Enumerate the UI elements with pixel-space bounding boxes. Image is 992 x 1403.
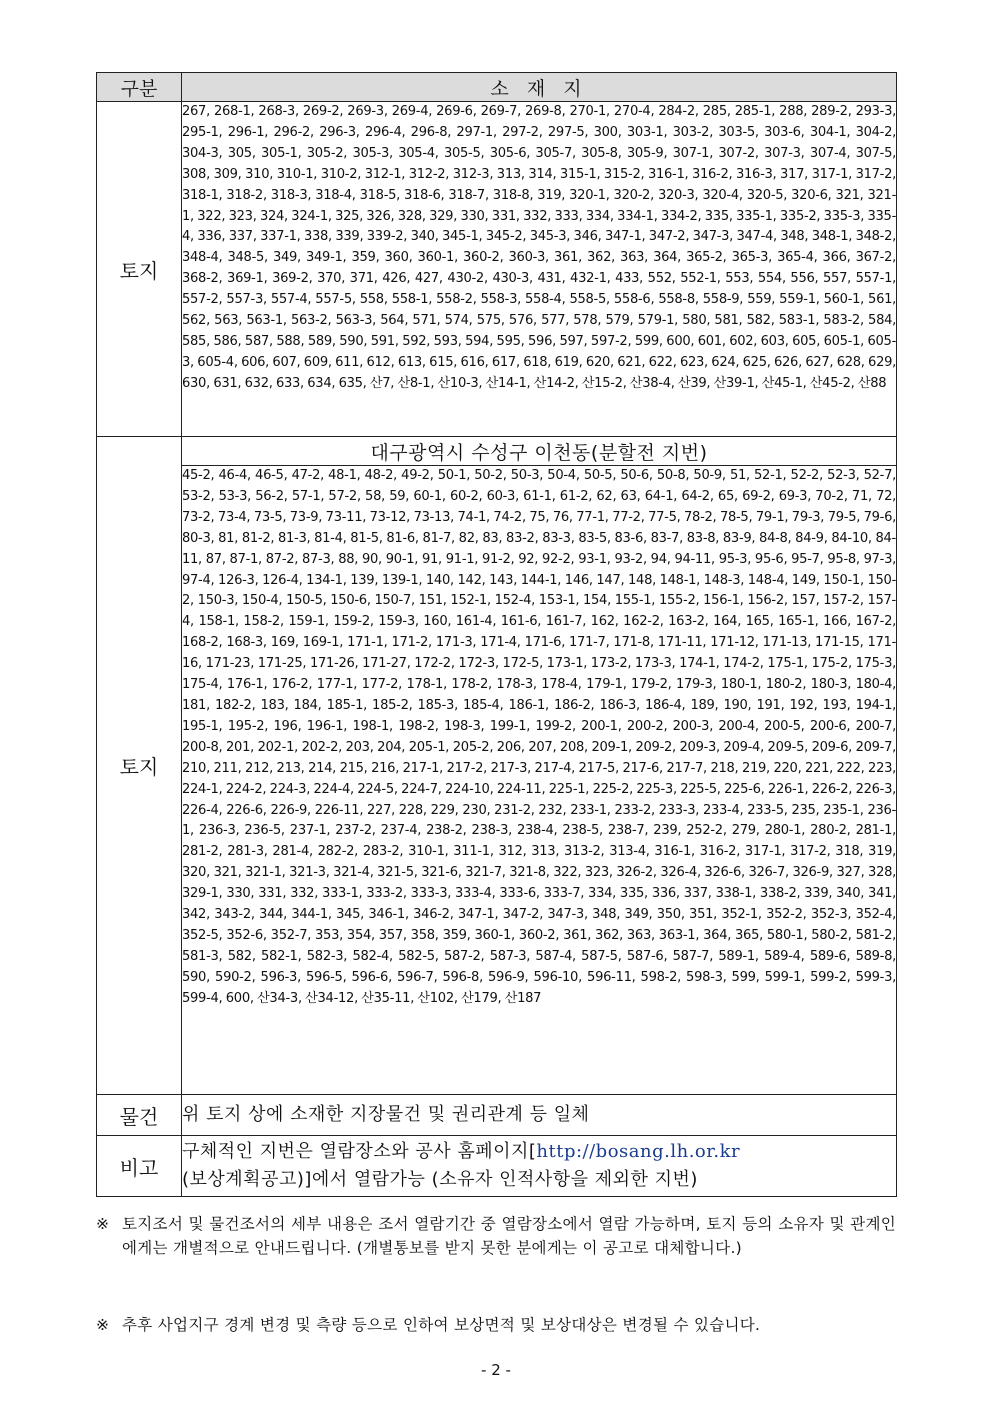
- section2-label: 토지: [97, 437, 182, 1095]
- homepage-link[interactable]: http://bosang.lh.or.kr: [536, 1141, 741, 1162]
- header-category: 구분: [97, 73, 182, 102]
- note-text: 토지조서 및 물건조서의 세부 내용은 조서 열람기간 중 열람장소에서 열람 가능하며, 토지 등의 소유자 및 관계인에게는 개별적으로 안내드립니다. (개별통보를 받지 못한 분에게는 이 공고로 대체합니다.): [122, 1215, 896, 1257]
- page-number: - 2 -: [481, 1361, 511, 1379]
- header-location: 소 재 지: [182, 73, 897, 102]
- note-mark: ※: [96, 1215, 110, 1233]
- goods-label: 물건: [97, 1095, 182, 1136]
- section2-parcels: 45-2, 46-4, 46-5, 47-2, 48-1, 48-2, 49-2, 50-1, 50-2, 50-3, 50-4, 50-5, 50-6, 50-8, 50-9, 51, 52-1, 52-2, 52-3, 52-7, 53-2, 53-3, 56-2, 57-1, 57-2, 58, 59, 60-1, 60-2, 60-3, 61-1, 61-2, 62, 63, 64-1, 64-2, 65, 69-2, 69-3, 70-2, 71, 72, 73-2, 73-4, 73-5, 73-9, 73-11, 73-12, 73-13, 74-1, 74-2, 75, 76, 77-1, 77-2, 77-5, 78-2, 78-5, 79-1, 79-3, 79-5, 79-6, 80-3, 81, 81-2, 81-3, 81-4, 81-5, 81-6, 81-7, 82, 83, 83-2, 83-3, 83-5, 83-6, 83-7, 83-8, 83-9, 84-8, 84-9, 84-10, 84-11, 87, 87-1, 87-2, 87-3, 88, 90, 90-1, 91, 91-1, 91-2, 92, 92-2, 93-1, 93-2, 94, 94-11, 95-3, 95-6, 95-7, 95-8, 97-3, 97-4, 126-3, 126-4, 134-1, 139, 139-1, 140, 142, 143, 144-1, 146, 147, 148, 148-1, 148-3, 148-4, 149, 150-1, 150-2, 150-3, 150-4, 150-5, 150-6, 150-7, 151, 152-1, 152-4, 153-1, 154, 155-1, 155-2, 156-1, 156-2, 157, 157-2, 157-4, 158-1, 158-2, 159-1, 159-2, 159-3, 160, 161-4, 161-6, 161-7, 162, 162-2, 163-2, 164, 165, 165-1, 166, 167-2, 168-2, 168-3, 169, 169-1, 171-1, 171-2, 171-3, 171-4, 171-6, 171-7, 171-8, 171-11, 171-12, 171-13, 171-15, 171-16, 171-23, 171-25, 171-26, 171-27, 172-2, 172-3, 172-5, 173-1, 173-2, 173-3, 174-1, 174-2, 175-1, 175-2, 175-3, 175-4, 176-1, 176-2, 177-1, 177-2, 178-1, 178-2, 178-3, 178-4, 179-1, 179-2, 179-3, 180-1, 180-2, 180-3, 180-4, 181, 182-2, 183, 184, 185-1, 185-2, 185-3, 185-4, 186-1, 186-2, 186-3, 186-4, 189, 190, 191, 192, 193, 194-1, 195-1, 195-2, 196, 196-1, 198-1, 198-2, 198-3, 199-1, 199-2, 200-1, 200-2, 200-3, 200-4, 200-5, 200-6, 200-7, 200-8, 201, 202-1, 202-2, 203, 204, 205-1, 205-2, 206, 207, 208, 209-1, 209-2, 209-3, 209-4, 209-5, 209-6, 209-7, 210, 211, 212, 213, 214, 215, 216, 217-1, 217-2, 217-3, 217-4, 217-5, 217-6, 217-7, 218, 219, 220, 221, 222, 223, 224-1, 224-2, 224-3, 224-4, 224-5, 224-7, 224-10, 224-11, 225-1, 225-2, 225-3, 225-5, 225-6, 226-1, 226-2, 226-3, 226-4, 226-6, 226-9, 226-11, 227, 228, 229, 230, 231-2, 232, 233-1, 233-2, 233-3, 233-4, 233-5, 235, 235-1, 236-1, 236-3, 236-5, 237-1, 237-2, 237-4, 238-2, 238-3, 238-4, 238-5, 238-7, 239, 252-2, 279, 280-1, 280-2, 281-1, 281-2, 281-3, 281-4, 282-2, 283-2, 310-1, 311-1, 312, 313, 313-2, 313-4, 316-1, 316-2, 317-1, 317-2, 318, 319, 320, 321, 321-1, 321-3, 321-4, 321-5, 321-6, 321-7, 321-8, 322, 323, 326-2, 326-4, 326-6, 326-7, 326-9, 327, 328, 329-1, 330, 331, 332, 333-1, 333-2, 333-3, 333-4, 333-6, 333-7, 334, 335, 336, 337, 338-1, 338-2, 339, 340, 341, 342, 343-2, 344, 344-1, 345, 346-1, 346-2, 347-1, 347-2, 347-3, 348, 349, 350, 351, 352-1, 352-2, 352-3, 352-4, 352-5, 352-6, 352-7, 353, 354, 357, 358, 359, 360-1, 360-2, 361, 362, 363, 363-1, 364, 365, 580-1, 580-2, 581-2, 581-3, 582, 582-1, 582-3, 582-4, 582-5, 587-2, 587-3, 587-4, 587-5, 587-6, 587-7, 589-1, 589-4, 589-6, 589-8, 590, 590-2, 596-3, 596-5, 596-6, 596-7, 596-8, 596-9, 596-10, 596-11, 598-2, 598-3, 599, 599-1, 599-2, 599-3, 599-4, 600, 산34-3, 산34-12, 산35-11, 산102, 산179, 산187: [182, 466, 897, 1095]
- document-page: [96, 72, 896, 1197]
- note-text: 추후 사업지구 경계 변경 및 측량 등으로 인하여 보상면적 및 보상대상은 변경될 수 있습니다.: [122, 1316, 761, 1334]
- remarks-text-after: (보상계획공고)]에서 열람가능 (소유자 인적사항을 제외한 지번): [182, 1169, 698, 1190]
- remarks-row: [97, 1136, 897, 1197]
- note-2: [96, 1313, 896, 1337]
- remarks-text: [182, 1136, 897, 1197]
- goods-text: 위 토지 상에 소재한 지장물건 및 권리관계 등 일체: [182, 1095, 897, 1136]
- remarks-text-before: 구체적인 지번은 열람장소와 공사 홈페이지[: [182, 1141, 537, 1162]
- section2-subheading: 대구광역시 수성구 이천동(분할전 지번): [182, 437, 897, 466]
- remarks-label: 비고: [97, 1136, 182, 1197]
- section2-row: [97, 466, 897, 1095]
- section1-row: [97, 102, 897, 437]
- goods-row: [97, 1095, 897, 1136]
- section1-label: 토지: [97, 102, 182, 437]
- land-table: [96, 72, 897, 1197]
- note-1: [96, 1212, 896, 1260]
- table-header-row: [97, 73, 897, 102]
- section1-parcels: 267, 268-1, 268-3, 269-2, 269-3, 269-4, 269-6, 269-7, 269-8, 270-1, 270-4, 284-2, 285, 285-1, 288, 289-2, 293-3, 295-1, 296-1, 296-2, 296-3, 296-4, 296-8, 297-1, 297-2, 297-5, 300, 303-1, 303-2, 303-5, 303-6, 304-1, 304-2, 304-3, 305, 305-1, 305-2, 305-3, 305-4, 305-5, 305-6, 305-7, 305-8, 305-9, 307-1, 307-2, 307-3, 307-4, 307-5, 308, 309, 310, 310-1, 310-2, 312-1, 312-2, 312-3, 313, 314, 315-1, 315-2, 316-1, 316-2, 316-3, 317, 317-1, 317-2, 318-1, 318-2, 318-3, 318-4, 318-5, 318-6, 318-7, 318-8, 319, 320-1, 320-2, 320-3, 320-4, 320-5, 320-6, 321, 321-1, 322, 323, 324, 324-1, 325, 326, 328, 329, 330, 331, 332, 333, 334, 334-1, 334-2, 335, 335-1, 335-2, 335-3, 335-4, 336, 337, 337-1, 338, 339, 339-2, 340, 345-1, 345-2, 345-3, 346, 347-1, 347-2, 347-3, 347-4, 348, 348-1, 348-2, 348-4, 348-5, 349, 349-1, 359, 360, 360-1, 360-2, 360-3, 361, 362, 363, 364, 365-2, 365-3, 365-4, 366, 367-2, 368-2, 369-1, 369-2, 370, 371, 426, 427, 430-2, 430-3, 431, 432-1, 433, 552, 552-1, 553, 554, 556, 557, 557-1, 557-2, 557-3, 557-4, 557-5, 558, 558-1, 558-2, 558-3, 558-4, 558-5, 558-6, 558-8, 558-9, 559, 559-1, 560-1, 561, 562, 563, 563-1, 563-2, 563-3, 564, 571, 574, 575, 576, 577, 578, 579, 579-1, 580, 581, 582, 583-1, 583-2, 584, 585, 586, 587, 588, 589, 590, 591, 592, 593, 594, 595, 596, 597, 597-2, 599, 600, 601, 602, 603, 605, 605-1, 605-3, 605-4, 606, 607, 609, 611, 612, 613, 615, 616, 617, 618, 619, 620, 621, 622, 623, 624, 625, 626, 627, 628, 629, 630, 631, 632, 633, 634, 635, 산7, 산8-1, 산10-3, 산14-1, 산14-2, 산15-2, 산38-4, 산39, 산39-1, 산45-1, 산45-2, 산88: [182, 102, 897, 437]
- note-mark: ※: [96, 1316, 110, 1334]
- section2-subheading-row: [97, 437, 897, 466]
